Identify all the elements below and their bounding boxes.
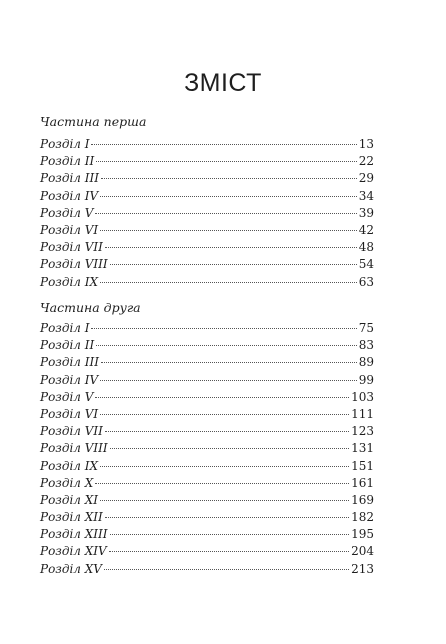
entry-label: Розділ VIII xyxy=(40,257,108,272)
entry-label: Розділ XIV xyxy=(40,544,107,559)
dot-leader xyxy=(105,431,349,432)
entry-label: Розділ XIII xyxy=(40,527,108,542)
entry-page: 151 xyxy=(351,458,374,473)
entry-page: 123 xyxy=(351,424,374,439)
toc-entry[interactable] xyxy=(40,543,374,560)
entry-label: Розділ VI xyxy=(40,406,99,421)
entry-label: Розділ IV xyxy=(40,372,99,387)
dot-leader xyxy=(101,178,357,179)
toc-entry[interactable] xyxy=(40,440,374,457)
entry-label: Розділ X xyxy=(40,475,94,490)
entry-page: 182 xyxy=(351,510,374,525)
dot-leader xyxy=(100,282,357,283)
entry-label: Розділ VI xyxy=(40,222,99,237)
dot-leader xyxy=(110,264,357,265)
toc-entry[interactable] xyxy=(40,136,374,153)
entry-label: Розділ XV xyxy=(40,561,102,576)
toc-entry[interactable] xyxy=(40,205,374,222)
entry-page: 13 xyxy=(358,137,374,151)
entry-label: Розділ ІІ xyxy=(40,154,95,169)
dot-leader xyxy=(100,500,349,501)
entry-page: 48 xyxy=(358,240,374,255)
dot-leader xyxy=(104,569,349,570)
dot-leader xyxy=(101,362,357,363)
entry-label: Розділ XI xyxy=(40,492,99,507)
dot-leader xyxy=(100,196,357,197)
toc-entry[interactable] xyxy=(40,492,374,509)
dot-leader xyxy=(91,328,356,329)
toc-entry[interactable] xyxy=(40,256,374,273)
dot-leader xyxy=(100,414,349,415)
dot-leader xyxy=(100,230,357,231)
entry-page: 99 xyxy=(358,372,374,387)
dot-leader xyxy=(100,380,357,381)
toc-entry[interactable] xyxy=(40,561,374,578)
toc-entry[interactable] xyxy=(40,274,374,291)
entry-page: 204 xyxy=(351,544,374,559)
dot-leader xyxy=(95,213,356,214)
entry-page: 161 xyxy=(351,475,374,490)
toc-entry[interactable] xyxy=(40,320,374,337)
entry-label: Розділ V xyxy=(40,389,94,404)
entry-label: Розділ IV xyxy=(40,188,99,203)
entry-page: 54 xyxy=(358,257,374,272)
toc-entry[interactable] xyxy=(40,222,374,239)
dot-leader xyxy=(109,551,349,552)
toc-entry[interactable] xyxy=(40,170,374,187)
toc-entry[interactable] xyxy=(40,239,374,256)
entry-page: 195 xyxy=(351,527,374,542)
entry-page: 22 xyxy=(358,154,374,169)
dot-leader xyxy=(96,161,356,162)
part-heading-1: Частина перша xyxy=(40,114,147,129)
part-1-list xyxy=(40,136,374,291)
toc-entry[interactable] xyxy=(40,423,374,440)
entry-label: Розділ VII xyxy=(40,240,103,255)
page-title: ЗМІСТ xyxy=(184,69,262,97)
entry-label: Розділ І xyxy=(40,137,90,151)
toc-entry[interactable] xyxy=(40,475,374,492)
toc-entry[interactable] xyxy=(40,372,374,389)
dot-leader xyxy=(96,345,356,346)
part-2-list xyxy=(40,320,374,578)
entry-page: 213 xyxy=(351,561,374,576)
entry-page: 29 xyxy=(358,171,374,186)
toc-entry[interactable] xyxy=(40,389,374,406)
entry-page: 75 xyxy=(358,321,374,335)
toc-entry[interactable] xyxy=(40,526,374,543)
toc-entry[interactable] xyxy=(40,188,374,205)
toc-entry[interactable] xyxy=(40,354,374,371)
toc-entry[interactable] xyxy=(40,458,374,475)
dot-leader xyxy=(110,534,350,535)
entry-label: Розділ XII xyxy=(40,510,103,525)
entry-label: Розділ ІІІ xyxy=(40,171,99,186)
entry-label: Розділ ІІІ xyxy=(40,355,99,370)
dot-leader xyxy=(105,517,349,518)
dot-leader xyxy=(105,247,357,248)
entry-page: 103 xyxy=(351,389,374,404)
dot-leader xyxy=(95,397,349,398)
entry-label: Розділ VII xyxy=(40,424,103,439)
entry-page: 131 xyxy=(351,441,374,456)
entry-page: 63 xyxy=(358,274,374,289)
entry-page: 83 xyxy=(358,338,374,353)
toc-entry[interactable] xyxy=(40,406,374,423)
entry-label: Розділ V xyxy=(40,205,94,220)
dot-leader xyxy=(110,448,349,449)
entry-label: Розділ І xyxy=(40,321,90,335)
toc-entry[interactable] xyxy=(40,337,374,354)
toc-entry[interactable] xyxy=(40,153,374,170)
entry-page: 111 xyxy=(351,406,374,421)
entry-label: Розділ IX xyxy=(40,274,99,289)
entry-page: 169 xyxy=(351,492,374,507)
entry-page: 42 xyxy=(358,222,374,237)
entry-label: Розділ VIII xyxy=(40,441,108,456)
entry-label: Розділ IX xyxy=(40,458,99,473)
entry-page: 39 xyxy=(358,205,374,220)
dot-leader xyxy=(100,466,349,467)
entry-page: 34 xyxy=(358,188,374,203)
dot-leader xyxy=(95,483,349,484)
dot-leader xyxy=(91,144,356,145)
entry-label: Розділ ІІ xyxy=(40,338,95,353)
entry-page: 89 xyxy=(358,355,374,370)
part-heading-2: Частина друга xyxy=(40,300,141,315)
toc-entry[interactable] xyxy=(40,509,374,526)
